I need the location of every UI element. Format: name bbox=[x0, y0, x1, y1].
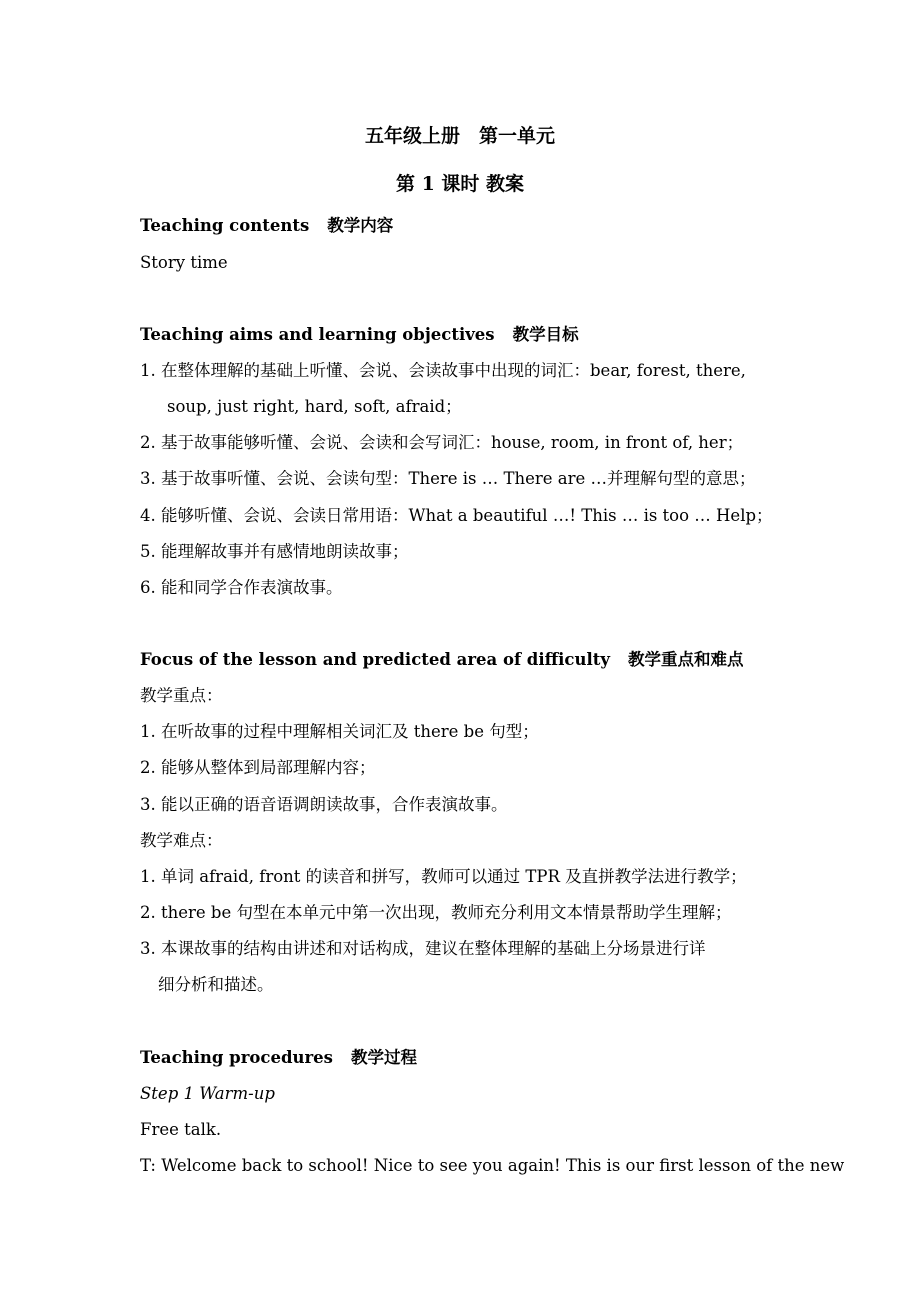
heading-en: Teaching aims and learning objectives bbox=[140, 325, 495, 344]
aim-item: 2. 基于故事能够听懂、会说、会读和会写词汇：house, room, in front of, her； bbox=[140, 433, 744, 452]
teacher-dialogue-line: T: Welcome back to school! Nice to see you again! This is our first lesson of the new bbox=[140, 1156, 845, 1175]
key-point-item: 3. 能以正确的语音语调朗读故事，合作表演故事。 bbox=[140, 795, 508, 814]
heading-en: Focus of the lesson and predicted area of difficulty bbox=[140, 650, 610, 669]
free-talk-label: Free talk. bbox=[140, 1120, 222, 1139]
section-heading-procedures bbox=[140, 1047, 417, 1069]
aim-item: 3. 基于故事听懂、会说、会读句型：There is … There are …并理解句型的意思； bbox=[140, 469, 756, 488]
difficulty-label: 教学难点： bbox=[140, 831, 223, 850]
aim-item: 6. 能和同学合作表演故事。 bbox=[140, 578, 343, 597]
difficulty-item-continued: 细分析和描述。 bbox=[158, 975, 274, 994]
contents-text: Story time bbox=[140, 253, 228, 272]
section-heading-focus bbox=[140, 649, 743, 671]
aim-item-continued: soup, just right, hard, soft, afraid； bbox=[167, 397, 462, 416]
heading-cn: 教学目标 bbox=[512, 325, 579, 344]
difficulty-item: 3. 本课故事的结构由讲述和对话构成，建议在整体理解的基础上分场景进行详 bbox=[140, 939, 706, 958]
aim-item: 4. 能够听懂、会说、会读日常用语：What a beautiful …! This … is too … Help； bbox=[140, 506, 773, 525]
key-point-item: 2. 能够从整体到局部理解内容； bbox=[140, 758, 376, 777]
lesson-subtitle: 第 1 课时 教案 bbox=[395, 173, 525, 195]
difficulty-item: 2. there be 句型在本单元中第一次出现，教师充分利用文本情景帮助学生理解； bbox=[140, 903, 732, 922]
key-points-label: 教学重点： bbox=[140, 686, 223, 705]
difficulty-item: 1. 单词 afraid, front 的读音和拼写，教师可以通过 TPR 及直拼教学法进行教学； bbox=[140, 867, 747, 886]
heading-en: Teaching contents bbox=[140, 216, 310, 235]
document-title: 五年级上册 第一单元 bbox=[364, 125, 555, 147]
heading-cn: 教学内容 bbox=[327, 216, 394, 235]
step-heading: Step 1 Warm-up bbox=[140, 1084, 275, 1103]
key-point-item: 1. 在听故事的过程中理解相关词汇及 there be 句型； bbox=[140, 722, 539, 741]
heading-cn: 教学重点和难点 bbox=[627, 650, 744, 669]
section-heading-contents bbox=[140, 215, 393, 237]
aim-item: 1. 在整体理解的基础上听懂、会说、会读故事中出现的词汇：bear, forest, there, bbox=[140, 361, 746, 380]
aim-item: 5. 能理解故事并有感情地朗读故事； bbox=[140, 542, 409, 561]
heading-cn: 教学过程 bbox=[350, 1048, 417, 1067]
heading-en: Teaching procedures bbox=[140, 1048, 333, 1067]
section-heading-aims bbox=[140, 324, 579, 346]
